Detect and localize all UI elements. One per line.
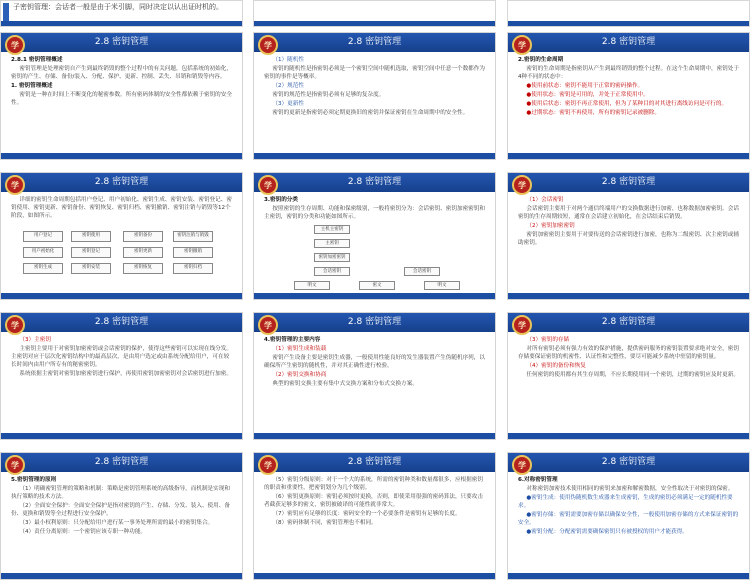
slide-thumbnail[interactable] [253,452,496,580]
lifecycle-box: 密钥恢复 [123,263,163,274]
slide-text-line: ●密钥生成：使用伪随机数生成器来生成密钥，生成的密钥必须满足一定的随机性要求。 [518,495,733,509]
slide-header [254,33,495,52]
slide-text-line: （1）密钥生成和装载 [272,346,327,352]
slide-thumbnail[interactable] [253,312,496,440]
slide-text-line: 2.8.1 密钥管理概述 [11,57,63,63]
key-class-box: 明文 [294,281,330,290]
university-logo-icon: 学 [512,315,532,335]
slide-title: 2.8 密钥管理 [347,317,402,327]
slide-text-line: 密钥是一种在时间上不断变化的秘密参数。所有密码体制的安全性都依赖于密钥的安全性。 [11,92,232,106]
slide-thumbnail[interactable] [253,172,496,300]
slide-text-line: 5.密钥管理的原则 [11,477,57,483]
slide-text-line: 6.对称密钥管理 [518,477,558,483]
slide-text-line: （1）明确密钥管理的策略和机制：策略是密钥管理系统的高级指导，而机制是实现和执行策略的技术方法。 [11,486,230,500]
slide-footer-bar [508,153,749,159]
slide-footer-bar [1,433,242,439]
university-logo-icon: 学 [258,35,278,55]
slide-thumbnail[interactable] [507,172,750,300]
slide-body [518,336,741,429]
slide-thumbnail[interactable] [253,32,496,160]
lifecycle-box: 密钥使用 [71,231,111,242]
slide-text-line: （3）密钥的存储 [526,337,570,343]
slide-thumbnail[interactable] [507,32,750,160]
slide-text-line: （8）密码体制不同，密钥管理也不相同。 [272,520,377,526]
slide-title: 2.8 密钥管理 [94,37,149,47]
slide-text-line: ●使用状态：密钥是可用的，并处于正常使用中。 [526,92,649,98]
slide-header [508,173,749,192]
slide-body [264,336,487,429]
slide-footer-bar [508,573,749,579]
slide-footer-bar [1,573,242,579]
slide-text-line: 密钥的更新是指密钥必须定期更换旧的密钥并保证密钥在生命周期中的安全性。 [272,110,469,116]
slide-title: 2.8 密钥管理 [601,317,656,327]
slide-text-line: ●密钥分配：分配密钥需要确保密钥只有被授权的用户才能获得。 [526,529,688,535]
slide-text-line: 对所有密钥必须有强力有效的保护措施，提供密码服务的密钥装置要求绝对安全，密钥存储要保证密钥的机密性、认证性和完整性，要尽可能减少系统中驻留的密钥量。 [518,346,739,360]
lifecycle-box: 密钥撤销 [173,247,213,258]
lifecycle-box: 密钥生成 [23,263,63,274]
top-strip [0,0,750,27]
key-class-box: 明文 [424,281,460,290]
slide-text-line: 密钥产生设备主要是密钥生成器，一般使用性能良好的发生器装置产生伪随机序列，以确保所产生密钥的随机性，并对其正确性进行校验。 [264,355,485,369]
slide-footer-bar [254,293,495,299]
slide-footer-bar [1,153,242,159]
slide-header [1,33,242,52]
slide-thumbnail[interactable] [0,32,243,160]
slide-title: 2.8 密钥管理 [347,37,402,47]
slide-text-line: 密钥管理是处理密钥自产生到最终销毁的整个过程中的有关问题，包括系统的初始化，密钥的产生、存储、备份/装入、分配、保护、更新、控制、丢失、吊销和销毁等内容。 [11,66,232,80]
key-class-diagram [294,225,464,287]
slide-thumbnail[interactable] [0,312,243,440]
slide-text-line: 密钥的随机性是指密钥必须是一个密钥空间中随机选取，密钥空间中任意一个数都作为密钥的事件是等概率。 [264,66,485,80]
university-logo-icon: 学 [258,455,278,475]
slide-text-line: （4）责任分离原则：一个密钥应该专职一种功能。 [19,529,147,535]
lifecycle-box: 密钥更新 [123,247,163,258]
slide-body [264,476,487,569]
university-logo-icon: 学 [512,455,532,475]
key-class-box: 密文 [359,281,395,290]
slide-title: 2.8 密钥管理 [94,177,149,187]
slide-text-line: （2）密钥交换和协商 [272,372,327,378]
slide-header [254,313,495,332]
slide-text-line: 对称密钥加密技术使用相同的密钥来加密和解密数据，安全性取决于对密钥的保密。 [526,486,734,492]
lifecycle-box: 用户初始化 [23,247,63,258]
slide-text-line: （7）密钥应有足够的长度：密码安全的一个必要条件是密钥有足够的长度。 [272,511,461,517]
lifecycle-diagram [23,231,223,293]
lifecycle-box: 密钥备份 [123,231,163,242]
slide-thumbnail[interactable] [0,172,243,300]
slide-header [508,33,749,52]
slide-text-line: （4）密钥的备份和恢复 [526,363,586,369]
slide-text-line: （2）规范性 [272,83,304,89]
slide-title: 2.8 密钥管理 [347,177,402,187]
key-class-box: 主机主密钥 [314,225,350,234]
slide-footer-bar [1,293,242,299]
slide-footer-bar [254,153,495,159]
slide-text-line: 1. 密钥管理概述 [11,83,53,89]
university-logo-icon: 学 [512,35,532,55]
top-partial-text: 子密钥管理：会话者一般是由于米引脚，同时决定以认出证时机的。 [13,3,223,11]
slide-header [508,453,749,472]
slide-text-line: 密钥的生命周期是指密钥从产生到最终销毁的整个过程。在这个生命周期中，密钥处于4种不同的状态中： [518,66,739,80]
slide-body [264,56,487,149]
slide-body [518,196,741,289]
slide-text-line: 会话密钥主要用于对两个通信终端用户的交换数据进行加密，也称数据加密密钥。会话密钥的生存周期较短，通常在会话建立初始化，在会话结束后销毁。 [518,206,739,220]
slide-text-line: 密钥的规范性是指密钥必须有足够的复杂度。 [272,92,385,98]
slide-text-line: 按照密钥的生存周期、功能和保密级别，一般将密钥分为：会话密钥、密钥加密密钥和主密钥，密钥的分类和功能如图所示。 [264,206,485,220]
slide-text-line: 系统依据主密钥对密钥加密密钥进行保护，再使用密钥加密密钥对会话密钥进行加密。 [19,371,232,377]
slide-title: 2.8 密钥管理 [601,457,656,467]
slide-text-line: 密钥加密密钥主要用于对要传送的会话密钥进行加密，也称为二级密钥、次主密钥或辅助密钥。 [518,232,739,246]
slide-footer-bar [254,433,495,439]
slide-header [1,313,242,332]
university-logo-icon: 学 [5,315,25,335]
university-logo-icon: 学 [258,315,278,335]
lifecycle-box: 用户登记 [23,231,63,242]
slide-text-line: ●使用后状态：密钥不再正常使用，但为了某种目的对其进行离线访问是可行的。 [526,101,728,107]
slide-text-line: ●使用前状态：密钥不能用于正常的密码操作。 [526,83,644,89]
slide-footer-bar [508,293,749,299]
top-partial-slide-left [0,0,243,27]
slide-text-line: 典型的密钥交换主要有集中式交换方案和分布式交换方案。 [272,381,418,387]
university-logo-icon: 学 [5,175,25,195]
university-logo-icon: 学 [258,175,278,195]
slide-text-line: 4.密钥管理的主要内容 [264,337,321,343]
slide-thumbnail[interactable] [507,452,750,580]
slide-header [254,173,495,192]
slide-header [254,453,495,472]
key-class-box: 密钥加密密钥 [314,253,350,262]
slide-text-line: 任何密钥的使用都有其生存周期，不应长期使用同一个密钥，过期的密钥应及时更新。 [526,372,739,378]
slide-text-line: （6）密钥更换原则：密钥必须按时更换，否则，即使采用很强的密码算法，只要攻击者截获足够多的密文，密钥被破译的可能性就非常大。 [264,494,483,508]
slide-title: 2.8 密钥管理 [94,457,149,467]
slide-body [11,336,234,429]
slide-text-line: 3.密钥的分类 [264,197,298,203]
slide-text-line: （2）密钥加密密钥 [526,223,575,229]
university-logo-icon: 学 [5,35,25,55]
slide-text-line: 主密钥主要用于对密钥加密密钥或会话密钥的保护，使得这些密钥可以实现在线分发。主密钥对应于层次化密钥结构中的最高层次，是由用户选定或由系统分配给用户，可在较长时间内由用户所专有的秘密密钥。 [11,346,232,368]
slide-text-line: 详细的密钥生命周期包括用户登记、用户初始化、密钥生成、密钥安装、密钥登记、密钥使用、密钥更新、密钥备份、密钥恢复、密钥归档、密钥撤销、密钥注销与销毁等12个阶段，如图所示。 [11,197,232,219]
slide-text-line: （1）会话密钥 [526,197,564,203]
slide-text-line: （2）全面安全保护：全面安全保护是指对密钥的产生、存储、分发、装入、使用、备份、更换和销毁等全过程进行安全保护。 [11,503,230,517]
slide-footer-bar [508,433,749,439]
key-class-box: 主密钥 [314,239,350,248]
slide-footer-bar [254,573,495,579]
slide-body [11,476,234,569]
slide-body [518,476,741,569]
top-partial-slide-middle [253,0,496,27]
slide-header [1,173,242,192]
lifecycle-box: 密钥登记 [71,247,111,258]
slide-text-line: ●过期状态：密钥不再使用，所有的密钥记录被删除。 [526,110,660,116]
key-class-box: 会话密钥 [404,267,440,276]
university-logo-icon: 学 [5,455,25,475]
key-class-box: 会话密钥 [314,267,350,276]
slide-text-line: （1）随机性 [272,57,304,63]
slide-text-line: 2.密钥的生命周期 [518,57,564,63]
slide-text-line: （5）密钥分级原则：对于一个大的系统，所需的密钥种类和数量都很多，应根据密钥的职责和重要性，把密钥划分为几个级别。 [264,477,483,491]
lifecycle-box: 密钥安装 [71,263,111,274]
lifecycle-box: 密钥注销与销毁 [173,231,213,242]
top-partial-slide-right [507,0,750,27]
slide-title: 2.8 密钥管理 [94,317,149,327]
slide-title: 2.8 密钥管理 [601,37,656,47]
university-logo-icon: 学 [512,175,532,195]
slide-body [11,56,234,149]
slide-text-line: ●密钥存储：密钥需要加密存储以确保安全性，一般使用加密存储的方式来保证密钥的安全。 [518,512,739,526]
slide-title: 2.8 密钥管理 [601,177,656,187]
slide-header [508,313,749,332]
slide-text-line: （3）更新性 [272,101,304,107]
slide-title: 2.8 密钥管理 [347,457,402,467]
slide-text-line: （3）最小权利原则：只分配给用户进行某一事务处理所需的最小的密钥集合。 [19,520,214,526]
slide-thumbnail[interactable] [507,312,750,440]
slide-text-line: （3）主密钥 [19,337,51,343]
slide-header [1,453,242,472]
slide-thumbnail[interactable] [0,452,243,580]
slide-body [518,56,741,149]
lifecycle-box: 密钥归档 [173,263,213,274]
